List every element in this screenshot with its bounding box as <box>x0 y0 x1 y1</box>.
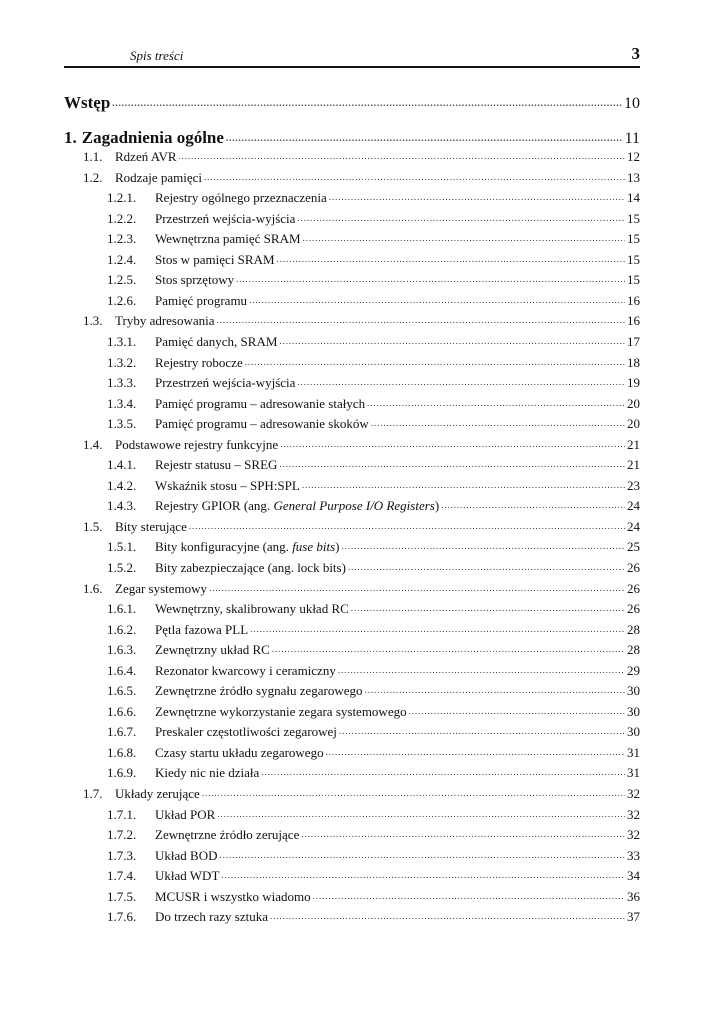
dot-leader <box>409 703 625 716</box>
toc-entry <box>107 292 640 312</box>
toc-entry-title-text: Zewnętrzne źródło sygnału zegarowego <box>155 683 363 698</box>
toc-entry-page: 14 <box>627 190 640 205</box>
toc-entry <box>83 785 640 805</box>
toc-entry <box>107 682 640 702</box>
toc-entry-page: 26 <box>627 581 640 596</box>
toc-entry-number: 1.2.5. <box>107 272 137 287</box>
toc-entry-title-text: Zewnętrzne źródło zerujące <box>155 827 300 842</box>
toc-entry-title <box>155 355 243 371</box>
toc-entry-number: 1.3.5. <box>107 416 137 431</box>
toc-entry-page: 16 <box>627 313 640 328</box>
toc-entry-number: 1.6. <box>83 581 103 596</box>
toc-entry-title-text: Podstawowe rejestry funkcyjne <box>115 437 279 452</box>
toc-entry-number: 1.7.2. <box>107 827 137 842</box>
toc-entry-title-text: Wstęp <box>64 93 111 112</box>
toc-entry-title-text: Przestrzeń wejścia-wyjścia <box>155 211 296 226</box>
toc-entry <box>107 867 640 887</box>
toc-entry-page: 32 <box>627 827 640 842</box>
toc-entry-title-text: Zagadnienia ogólne <box>81 128 224 147</box>
toc-entry-page: 15 <box>627 272 640 287</box>
toc-entry-title <box>155 848 217 864</box>
toc-entry-title <box>115 786 200 802</box>
toc-entry-title-italic: General Purpose I/O Registers <box>273 498 435 513</box>
page-number: 3 <box>631 44 640 63</box>
toc-entry-title <box>155 560 346 576</box>
toc-entry-page: 28 <box>627 642 640 657</box>
toc-entry <box>107 847 640 867</box>
dot-leader <box>221 867 625 880</box>
toc-entry-page: 28 <box>627 622 640 637</box>
toc-entry-title <box>155 683 363 699</box>
toc-entry-page: 15 <box>627 231 640 246</box>
toc-entry-title-suffix: ) <box>335 539 340 554</box>
toc-entry-title-text: Preskaler częstotliwości zegarowej <box>155 724 337 739</box>
toc-entry <box>107 621 640 641</box>
dot-leader <box>245 354 625 367</box>
toc-entry-page: 34 <box>627 868 640 883</box>
toc-entry <box>83 518 640 538</box>
toc-entry-title <box>155 293 247 309</box>
toc-entry-number: 1.1. <box>83 149 103 164</box>
toc-entry-title-text: Stos w pamięci SRAM <box>155 252 275 267</box>
toc-entry-page: 25 <box>627 539 640 554</box>
toc-entry <box>107 251 640 271</box>
toc-entry-title <box>155 231 301 247</box>
toc-entry-title <box>115 170 202 186</box>
toc-entry-page: 26 <box>627 601 640 616</box>
toc-entry <box>107 456 640 476</box>
toc-entry-number: 1.2.3. <box>107 231 137 246</box>
dot-leader <box>279 333 625 346</box>
toc-entry-number: 1.2.1. <box>107 190 137 205</box>
toc-entry-page: 31 <box>627 745 640 760</box>
toc-entry <box>83 436 640 456</box>
toc-entry <box>107 477 640 497</box>
dot-leader <box>217 312 625 325</box>
toc-entry-title-text: Zewnętrzne wykorzystanie zegara systemowego <box>155 704 407 719</box>
toc-entry <box>107 189 640 209</box>
dot-leader <box>329 189 625 202</box>
toc-entry-number: 1.6.3. <box>107 642 137 657</box>
running-head <box>64 46 640 66</box>
toc-entry-title <box>155 272 234 288</box>
toc-entry-title-text: Rejestry ogólnego przeznaczenia <box>155 190 327 205</box>
toc-entry-title-text: Bity zabezpieczające (ang. lock bits) <box>155 560 346 575</box>
toc-entry-number: 1.7.3. <box>107 848 137 863</box>
toc-entry-title <box>115 519 187 535</box>
dot-leader <box>326 744 625 757</box>
toc-entry-number: 1.2.2. <box>107 211 137 226</box>
toc-entry-title <box>115 313 215 329</box>
toc-entry <box>107 888 640 908</box>
dot-leader <box>189 518 625 531</box>
toc-entry-title <box>155 416 369 432</box>
dot-leader <box>297 374 625 387</box>
toc-entry-title <box>155 478 300 494</box>
dot-leader <box>279 456 625 469</box>
toc-entry-page: 23 <box>627 478 640 493</box>
toc-entry-page: 15 <box>627 252 640 267</box>
toc-entry-title-text: Rodzaje pamięci <box>115 170 202 185</box>
toc-entry-title-text: MCUSR i wszystko wiadomo <box>155 889 311 904</box>
dot-leader <box>112 91 622 108</box>
toc-entry <box>107 374 640 394</box>
running-head-title: Spis treści <box>130 48 184 63</box>
dot-leader <box>339 723 625 736</box>
dot-leader <box>365 682 625 695</box>
toc-entry-title <box>115 149 177 165</box>
toc-entry-title-text: Zewnętrzny układ RC <box>155 642 270 657</box>
dot-leader <box>277 251 625 264</box>
toc-entry-title <box>155 211 295 227</box>
dot-leader <box>351 600 625 613</box>
toc-entry-title-text: Wskaźnik stosu – SPH:SPL <box>155 478 300 493</box>
toc-entry <box>107 703 640 723</box>
toc-entry-page: 11 <box>624 130 640 147</box>
toc-entry-page: 32 <box>627 807 640 822</box>
toc-entry-title <box>155 396 365 412</box>
toc-entry-number: 1.6.7. <box>107 724 137 739</box>
toc-entry <box>83 169 640 189</box>
toc-entry <box>107 559 640 579</box>
toc-entry-number: 1.2.4. <box>107 252 137 267</box>
toc-entry <box>107 333 640 353</box>
toc-entry-page: 26 <box>627 560 640 575</box>
toc-entry <box>107 230 640 250</box>
toc-entry-title <box>82 128 224 148</box>
toc-entry-page: 33 <box>627 848 640 863</box>
toc-entry-number: 1.3.1. <box>107 334 137 349</box>
toc-entry-page: 21 <box>627 457 640 472</box>
dot-leader <box>236 271 625 284</box>
toc-entry-page: 24 <box>627 519 640 534</box>
dot-leader <box>209 580 625 593</box>
dot-leader <box>348 559 625 572</box>
toc-entry-title <box>115 437 278 453</box>
dot-leader <box>302 477 625 490</box>
toc-entry-page: 12 <box>627 149 640 164</box>
toc-entry-page: 24 <box>627 498 640 513</box>
dot-leader <box>313 888 625 901</box>
toc-entry-title-text: Wewnętrzna pamięć SRAM <box>155 231 301 246</box>
toc-entry-title-text: Pamięć programu <box>155 293 248 308</box>
toc-entry-title-text: Pamięć danych, SRAM <box>155 334 278 349</box>
dot-leader <box>219 847 625 860</box>
toc-entry-title <box>155 827 299 843</box>
toc-entry-page: 37 <box>627 909 640 924</box>
toc-entry-page: 13 <box>627 170 640 185</box>
toc-entry <box>107 210 640 230</box>
toc-entry-number: 1.2.6. <box>107 293 137 308</box>
toc-entry-page: 20 <box>627 416 640 431</box>
toc-entry-page: 17 <box>627 334 640 349</box>
toc-entry-title-text: Układ POR <box>155 807 216 822</box>
toc-entry-page: 30 <box>627 724 640 739</box>
toc-entry-number: 1.6.1. <box>107 601 137 616</box>
toc-entry-title-text: Czasy startu układu zegarowego <box>155 745 324 760</box>
dot-leader <box>342 538 625 551</box>
toc-entry-title-text: Układ WDT <box>155 868 220 883</box>
dot-leader <box>250 621 625 634</box>
toc-entry-title-text: Zegar systemowy <box>115 581 208 596</box>
toc-entry-title-text: Bity sterujące <box>115 519 187 534</box>
toc-entry-title <box>64 93 110 113</box>
toc-entry-number: 1.5.1. <box>107 539 137 554</box>
toc-entry-title-text: Rejestry GPIOR (ang. <box>155 498 274 513</box>
dot-leader <box>303 230 625 243</box>
toc-entry-title <box>155 375 295 391</box>
toc-entry-title <box>155 909 268 925</box>
toc-entry-title <box>155 539 340 555</box>
toc-entry-title-text: Stos sprzętowy <box>155 272 235 287</box>
toc-entry-title-text: Rezonator kwarcowy i ceramiczny <box>155 663 336 678</box>
toc-entry-number: 1.4.1. <box>107 457 137 472</box>
toc-entry <box>107 271 640 291</box>
toc-entry-number: 1.7.4. <box>107 868 137 883</box>
toc-entry-title <box>155 190 327 206</box>
toc-entry-number: 1.2. <box>83 170 103 185</box>
toc-entry-number: 1.7.1. <box>107 807 137 822</box>
dot-leader <box>272 641 625 654</box>
toc-entry <box>107 497 640 517</box>
toc-entry-number: 1.6.2. <box>107 622 137 637</box>
toc-entry-title <box>155 724 337 740</box>
toc-entry-title <box>155 252 275 268</box>
dot-leader <box>226 126 623 143</box>
toc-entry-page: 20 <box>627 396 640 411</box>
toc-entry-number: 1.3.2. <box>107 355 137 370</box>
toc-entry-title <box>155 663 336 679</box>
toc-entry-number: 1.7. <box>83 786 103 801</box>
toc-entry-number: 1.3.4. <box>107 396 137 411</box>
dot-leader <box>441 497 625 510</box>
dot-leader <box>261 764 625 777</box>
toc-entry-title <box>155 807 215 823</box>
toc-entry <box>107 641 640 661</box>
toc-entry-number: 1.3. <box>83 313 103 328</box>
dot-leader <box>179 148 625 161</box>
toc-entry-number: 1.6.6. <box>107 704 137 719</box>
toc-entry-page: 15 <box>627 211 640 226</box>
toc-entry-title-text: Do trzech razy sztuka <box>155 909 268 924</box>
toc-entry <box>107 538 640 558</box>
toc-entry-title <box>155 601 349 617</box>
dot-leader <box>301 826 625 839</box>
toc-entry-page: 30 <box>627 683 640 698</box>
toc-entry <box>83 580 640 600</box>
toc-entry <box>64 126 640 146</box>
toc-entry-page: 32 <box>627 786 640 801</box>
toc-entry-page: 19 <box>627 375 640 390</box>
toc-entry <box>83 148 640 168</box>
toc-entry-title <box>155 868 219 884</box>
toc-entry-title <box>115 581 207 597</box>
toc-entry-title <box>155 334 277 350</box>
toc-entry <box>107 600 640 620</box>
toc-entry-title <box>155 765 259 781</box>
toc-entry-number: 1.7.5. <box>107 889 137 904</box>
toc-entry-title-text: Bity konfiguracyjne (ang. <box>155 539 293 554</box>
toc-entry-title-text: Układy zerujące <box>115 786 200 801</box>
toc-entry-title <box>155 745 324 761</box>
toc-entry-title <box>155 457 277 473</box>
dot-leader <box>270 908 625 921</box>
toc-entry-number: 1.4.3. <box>107 498 137 513</box>
toc-entry <box>107 662 640 682</box>
toc-entry-number: 1.5. <box>83 519 103 534</box>
toc-entry-number: 1.5.2. <box>107 560 137 575</box>
toc-entry-page: 30 <box>627 704 640 719</box>
toc-entry <box>107 354 640 374</box>
toc-entry-title-text: Rejestr statusu – SREG <box>155 457 278 472</box>
toc-entry <box>107 744 640 764</box>
toc-entry <box>107 415 640 435</box>
dot-leader <box>280 436 625 449</box>
toc-entry-title-text: Układ BOD <box>155 848 218 863</box>
toc-entry <box>107 826 640 846</box>
toc-entry-page: 18 <box>627 355 640 370</box>
toc-entry-title-italic: fuse bits <box>292 539 336 554</box>
toc-entry <box>107 723 640 743</box>
toc-entry <box>107 806 640 826</box>
toc-entry-title-text: Pamięć programu – adresowanie skoków <box>155 416 369 431</box>
toc-entry-page: 29 <box>627 663 640 678</box>
toc-entry-number: 1.3.3. <box>107 375 137 390</box>
toc-entry-page: 10 <box>624 95 640 112</box>
toc-entry-number: 1.6.5. <box>107 683 137 698</box>
toc-entry <box>107 395 640 415</box>
toc-entry-title-text: Tryby adresowania <box>115 313 215 328</box>
toc-entry-title <box>155 889 311 905</box>
toc-entry-title-text: Rdzeń AVR <box>115 149 177 164</box>
dot-leader <box>217 806 625 819</box>
toc-entry-title-text: Rejestry robocze <box>155 355 243 370</box>
toc-entry-number: 1.7.6. <box>107 909 137 924</box>
toc-entry <box>107 908 640 928</box>
dot-leader <box>297 210 625 223</box>
toc-entry-number: 1.6.4. <box>107 663 137 678</box>
toc-entry-title <box>155 498 439 514</box>
toc-entry-title <box>155 642 270 658</box>
dot-leader <box>204 169 625 182</box>
header-rule <box>64 66 640 68</box>
dot-leader <box>249 292 625 305</box>
toc-entry <box>64 91 640 111</box>
dot-leader <box>202 785 625 798</box>
toc-entry-title <box>155 704 407 720</box>
toc-entry-number: 1. <box>64 128 77 147</box>
toc-entry-number: 1.4. <box>83 437 103 452</box>
toc-entry <box>83 312 640 332</box>
toc-entry-number: 1.4.2. <box>107 478 137 493</box>
toc-entry-page: 31 <box>627 765 640 780</box>
toc-entry-title-suffix: ) <box>434 498 440 513</box>
toc-entry-title-text: Pamięć programu – adresowanie stałych <box>155 396 366 411</box>
toc-entry-number: 1.6.8. <box>107 745 137 760</box>
toc-entry-title-text: Wewnętrzny, skalibrowany układ RC <box>155 601 349 616</box>
toc-entry-title <box>155 622 248 638</box>
dot-leader <box>338 662 625 675</box>
toc-entry-page: 36 <box>627 889 640 904</box>
toc-entry <box>107 764 640 784</box>
toc-entry-title-text: Pętla fazowa PLL <box>155 622 249 637</box>
toc-entry-page: 21 <box>627 437 640 452</box>
toc-entry-number: 1.6.9. <box>107 765 137 780</box>
dot-leader <box>371 415 625 428</box>
toc-entry-title-text: Przestrzeń wejścia-wyjścia <box>155 375 296 390</box>
dot-leader <box>367 395 625 408</box>
toc-entry-title-text: Kiedy nic nie działa <box>155 765 260 780</box>
toc-entry-page: 16 <box>627 293 640 308</box>
